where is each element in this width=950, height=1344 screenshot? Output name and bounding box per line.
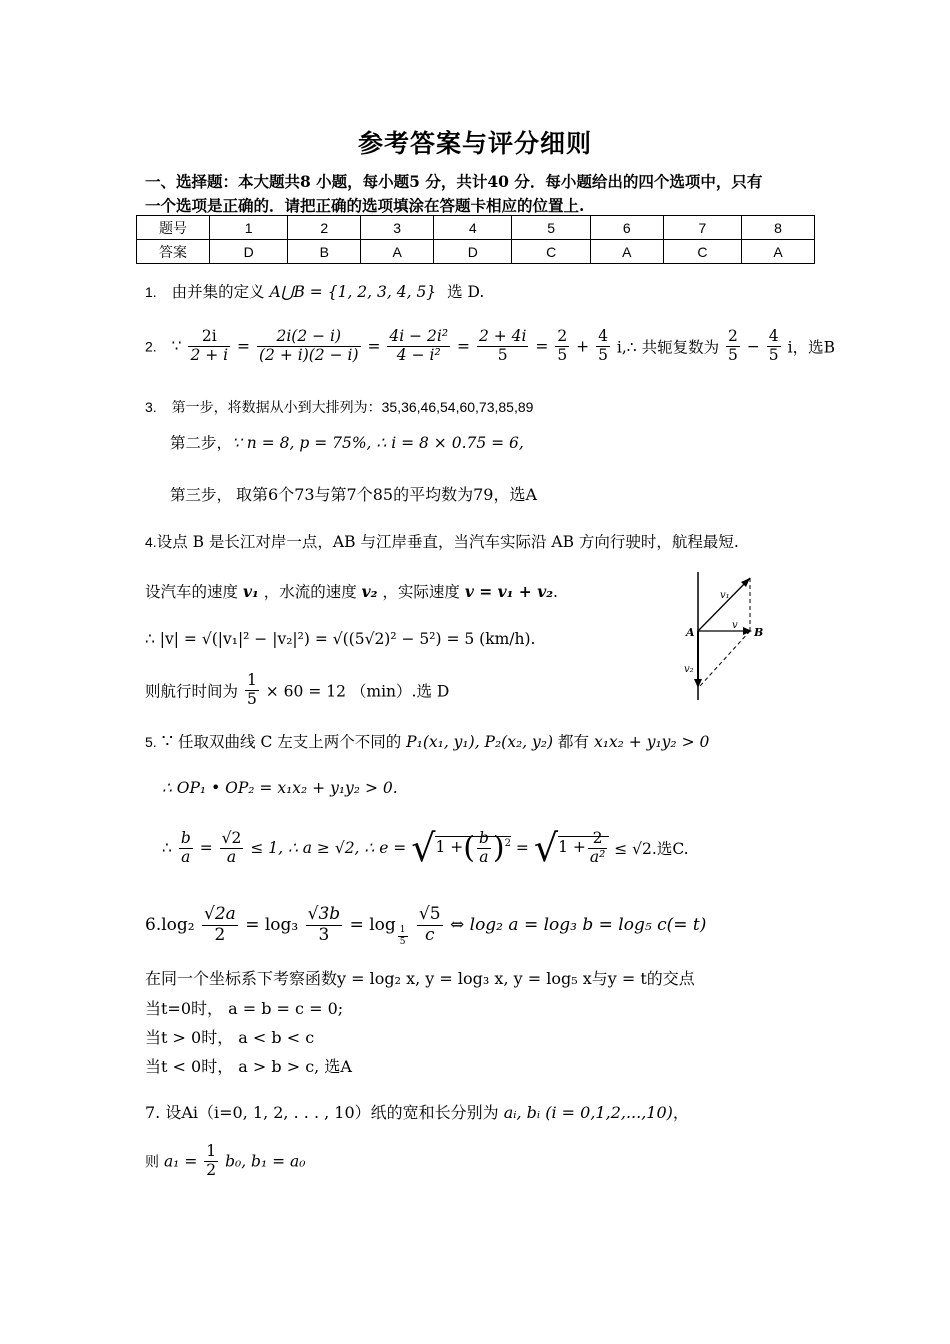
table-cell: 4 <box>434 216 512 240</box>
fraction <box>767 328 781 365</box>
answer-table <box>136 215 815 264</box>
solution-4-line2: 设汽车的速度 v₁ ，水流的速度 v₂ ，实际速度 v = v₁ + v₂. <box>145 582 558 601</box>
solution-text: ， <box>672 1103 689 1122</box>
table-row-numbers <box>137 216 815 240</box>
denominator: 5 <box>728 345 738 364</box>
denominator: 2 <box>214 924 226 945</box>
solution-text: i,∴ 共轭复数为 <box>616 338 720 357</box>
formula: a₁ = <box>163 1152 198 1171</box>
label-v: v <box>732 620 738 631</box>
fraction <box>588 830 607 867</box>
formula: P₁(x₁, y₁), P₂(x₂, y₂) <box>406 733 554 751</box>
table-cell: 2 <box>288 216 361 240</box>
formula: 1 + <box>435 838 464 856</box>
solution-number: 5. <box>145 734 157 750</box>
solution-3-step1 <box>145 397 533 417</box>
table-cell: D <box>434 240 512 264</box>
denominator: 3 <box>318 924 330 945</box>
formula: b₀, b₁ = a₀ <box>225 1152 306 1171</box>
table-cell: A <box>361 240 434 264</box>
numerator: √2a <box>204 904 236 924</box>
formula: ≤ 1, ∴ a ≥ √2, ∴ e = <box>250 839 407 857</box>
vector-v1: v₁ <box>242 582 259 601</box>
formula: aᵢ, bᵢ (i = 0,1,2,...,10) <box>503 1103 673 1122</box>
solution-number: 1. <box>145 284 157 300</box>
fraction <box>179 830 193 867</box>
dashed-line <box>700 631 750 686</box>
solution-5-line3: ∴ $\frac{b}{a}$ = $\frac{√2}{a}$ ≤ 1, ∴ a ≥ √2, ∴ e = √1 +( $\frac{b}{a}$ )$^2$ = √1 + $\frac{2}{\text{a²}}$ ≤ √2.选C. <box>162 826 689 870</box>
step-label: 第二步， <box>170 434 233 452</box>
fraction <box>245 672 259 709</box>
table-row-answers <box>137 240 815 264</box>
solution-5-line1 <box>145 730 709 752</box>
label-A: A <box>686 626 695 639</box>
table-cell: 5 <box>512 216 590 240</box>
because-symbol: ∵ <box>171 337 182 356</box>
table-cell: C <box>663 240 741 264</box>
fraction <box>204 1143 218 1180</box>
denominator: (2 + i)(2 − i) <box>258 345 359 364</box>
numerator: b <box>478 828 489 847</box>
table-cell: A <box>590 240 663 264</box>
solution-text: 设汽车的速度 <box>145 583 239 601</box>
solution-1 <box>145 280 484 302</box>
fraction <box>387 328 450 365</box>
solution-number: 3. <box>145 399 157 415</box>
table-cell: D <box>210 240 288 264</box>
step-label: 第三步， <box>170 486 233 504</box>
numerator: 2 <box>557 327 568 345</box>
numerator: 4i − 2i² <box>389 327 449 345</box>
numerator: 2i <box>188 328 230 347</box>
table-cell: C <box>512 240 590 264</box>
solution-2: 2. ∵ $\frac{2i}{2 + i}$ = $\frac{2i(2 - i)}{(2 + i)(2 - i)}$ = $\frac{\text{4i − 2i²}}{\text{4 − i²}}$ = $\frac{2 + 4i}{5}$ = $\frac{2}{5}$ + $\frac{4}{5}$ i,∴ 共轭复数为 $\frac{2}{5}$ − $\frac{4}{5}$ i，选B <box>145 327 835 364</box>
denominator: a <box>181 847 191 866</box>
label-v2: v₂ <box>684 664 694 675</box>
solution-text: i，选B <box>787 338 835 357</box>
table-cell: 1 <box>210 216 288 240</box>
numerator: 2 <box>728 327 738 345</box>
formula: x₁x₂ + y₁y₂ > 0 <box>593 733 710 751</box>
solution-text: 则航行时间为 <box>145 682 239 701</box>
fraction <box>188 328 230 365</box>
solution-text: 则 <box>145 1154 159 1171</box>
denominator: c <box>424 924 435 945</box>
fraction <box>220 830 244 867</box>
formula: v = v₁ + v₂ <box>464 582 553 601</box>
vector-v2: v₂ <box>361 582 378 601</box>
table-cell: 3 <box>361 216 434 240</box>
formula: ≤ √2.选C. <box>614 840 689 858</box>
fraction <box>306 905 343 945</box>
velocity-vector-diagram <box>680 568 780 703</box>
fraction <box>726 328 740 365</box>
because-symbol: ∵ <box>161 731 174 752</box>
denominator: 2 <box>206 1160 217 1179</box>
arrowhead <box>694 679 702 688</box>
table-cell: 8 <box>742 216 815 240</box>
denominator: 5 <box>497 345 508 364</box>
fraction <box>257 328 361 365</box>
formula: = log <box>349 915 396 936</box>
solution-6-line5: 当t < 0时， a > b > c, 选A <box>145 1057 352 1076</box>
formula: 1 + <box>558 838 586 856</box>
therefore-symbol: ∴ <box>162 839 172 857</box>
denominator: 5 <box>768 345 779 364</box>
table-cell: B <box>288 240 361 264</box>
numerator: √5 <box>418 904 441 924</box>
label-v1: v₁ <box>720 590 730 601</box>
fraction <box>477 830 491 867</box>
numerator: 1 <box>206 1142 217 1160</box>
formula: ∵ n = 8, p = 75%, ∴ i = 8 × 0.75 = 6, <box>232 434 524 452</box>
numerator: 4 <box>768 327 779 345</box>
numerator: b <box>180 828 191 847</box>
formula: ⇔ log₂ a = log₃ b = log₅ c(= t) <box>449 915 707 936</box>
solution-text: 选 D. <box>447 283 485 301</box>
fraction <box>477 328 529 365</box>
solution-text: ，水流的速度 <box>263 583 357 601</box>
table-cell: 6 <box>590 216 663 240</box>
denominator: 4 − i² <box>396 345 441 364</box>
solution-6-line1 <box>145 905 706 947</box>
formula: A⋃B = {1, 2, 3, 4, 5} <box>269 283 437 301</box>
fraction <box>596 328 610 365</box>
denominator: a² <box>589 847 606 866</box>
page-title: 参考答案与评分细则 <box>357 129 592 158</box>
solution-6-line2: 在同一个坐标系下考察函数y = log₂ x, y = log₃ x, y = log₅ x与y = t的交点 <box>145 969 695 988</box>
numerator: 2 + 4i <box>478 327 527 345</box>
table-cell: A <box>742 240 815 264</box>
denominator: 5 <box>246 689 257 708</box>
solution-4-line3: ∴ |v| = √(|v₁|² − |v₂|²) = √((5√2)² − 5²) = 5 (km/h). <box>145 630 536 648</box>
section-heading-line1: 一、选择题：本大题共8 小题，每小题5 分，共计40 分．每小题给出的四个选项中，只有 <box>145 172 763 191</box>
solution-number: 4. <box>145 534 157 550</box>
formula: 6.log₂ <box>145 915 195 936</box>
vector-v1-arrow <box>698 578 750 631</box>
solution-5-line2: ∴ OP₁ • OP₂ = x₁x₂ + y₁y₂ > 0. <box>162 779 398 797</box>
solution-7-line2 <box>145 1143 305 1180</box>
answer-label: 答案 <box>137 240 210 264</box>
numerator: 2i(2 − i) <box>257 328 361 347</box>
denominator: 2 + i <box>190 345 229 364</box>
solution-text: 设点 B 是长江对岸一点，AB 与江岸垂直，当汽车实际沿 AB 方向行驶时，航程最短. <box>156 533 739 551</box>
solution-3-step2 <box>170 431 524 453</box>
solution-text: 7. 设Ai（i=0, 1, 2, . . . , 10）纸的宽和长分别为 <box>145 1103 499 1122</box>
solution-6-line3: 当t=0时， a = b = c = 0; <box>145 999 344 1018</box>
solution-4-line1 <box>145 530 739 552</box>
solution-7-line1 <box>145 1100 689 1123</box>
solution-text: 第一步，将数据从小到大排列为：35,36,46,54,60,73,85,89 <box>171 399 534 415</box>
denominator: 5 <box>557 345 568 364</box>
solution-text: 任取双曲线 C 左支上两个不同的 <box>178 733 402 751</box>
denominator: 5 <box>598 345 608 364</box>
solution-6-line4: 当t > 0时， a < b < c <box>145 1028 315 1047</box>
formula: = log₃ <box>245 915 299 936</box>
numerator: 4 <box>598 327 608 345</box>
solution-number: 2. <box>145 338 157 355</box>
numerator: 1 <box>246 671 257 689</box>
solution-text: 由并集的定义 <box>171 283 265 301</box>
denominator: 5 <box>399 936 406 947</box>
solution-text: × 60 = 12 （min）.选 D <box>265 682 450 701</box>
numerator: √3b <box>307 904 341 924</box>
numerator: √2 <box>221 828 242 847</box>
denominator: a <box>479 847 489 866</box>
denominator: a <box>226 847 237 866</box>
solution-3-step3 <box>170 482 537 505</box>
label-B: B <box>754 626 764 639</box>
solution-text: 取第6个73与第7个85的平均数为79，选A <box>236 485 538 504</box>
fraction <box>202 905 238 945</box>
solution-text: 都有 <box>558 733 590 751</box>
numerator: 1 <box>399 925 406 936</box>
solution-text: ，实际速度 <box>382 583 460 601</box>
header-label: 题号 <box>137 216 210 240</box>
numerator: 2 <box>588 830 607 849</box>
log-base-fraction <box>398 925 408 947</box>
fraction <box>555 328 569 365</box>
fraction <box>417 905 443 945</box>
section-heading-line2: 一个选项是正确的．请把正确的选项填涂在答题卡相应的位置上. <box>145 196 585 215</box>
table-cell: 7 <box>663 216 741 240</box>
solution-4-line4 <box>145 672 449 709</box>
